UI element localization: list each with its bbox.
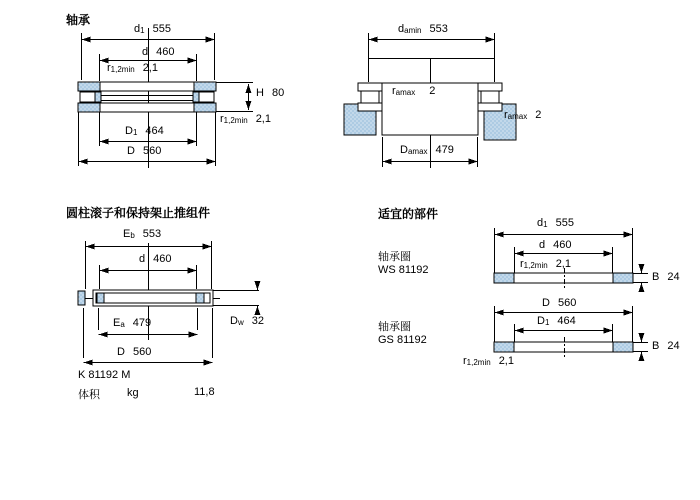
assembly-section-title: 圆柱滚子和保持架止推组件 bbox=[66, 206, 211, 220]
washer-ws-label: 轴承圈 bbox=[378, 251, 411, 263]
dim-label-D: D 560 bbox=[127, 145, 162, 157]
washer-ws-drawing bbox=[494, 228, 648, 291]
dim-label-H: H 80 bbox=[256, 87, 285, 99]
mass-unit: kg bbox=[127, 387, 139, 399]
dim-label-Dw: D w 32 bbox=[230, 315, 264, 327]
dim-label-gs-D1: D 1 464 bbox=[537, 315, 576, 327]
dim-label-assembly-D: D 560 bbox=[117, 346, 152, 358]
washer-ws-designation: WS 81192 bbox=[378, 264, 429, 276]
washer-gs-label: 轴承圈 bbox=[378, 321, 411, 333]
dim-label-ws-d: d 460 bbox=[539, 239, 572, 251]
dim-label-damin: d amin 553 bbox=[398, 23, 448, 35]
washer-gs-designation: GS 81192 bbox=[378, 334, 427, 346]
dim-label-ws-r12min: r 1,2min 2,1 bbox=[520, 258, 571, 270]
dim-label-gs-r12min: r 1,2min 2,1 bbox=[463, 355, 514, 367]
dim-label-Damax: D amax 479 bbox=[400, 144, 454, 156]
dim-label-gs-B: B 24 bbox=[652, 340, 680, 352]
dim-label-ws-B: B 24 bbox=[652, 271, 680, 283]
bearing-section-title: 轴承 bbox=[66, 13, 91, 27]
dim-label-d1: d 1 555 bbox=[134, 23, 171, 35]
dim-label-r12min-top: r 1,2min 2,1 bbox=[107, 62, 158, 74]
dim-label-gs-D: D 560 bbox=[542, 297, 577, 309]
dim-label-assembly-d: d 460 bbox=[139, 253, 172, 265]
mass-value: 11,8 bbox=[194, 386, 215, 398]
dim-label-D1: D 1 464 bbox=[125, 125, 164, 137]
dim-label-Eb: E b 553 bbox=[123, 228, 162, 240]
assembly-designation: K 81192 M bbox=[78, 369, 131, 381]
dim-label-ramax-side: r amax 2 bbox=[504, 109, 542, 121]
mass-label: 体积 bbox=[78, 389, 100, 401]
dim-label-d: d 460 bbox=[142, 46, 175, 58]
dim-label-ramax-inner: r amax 2 bbox=[392, 85, 436, 97]
dim-label-ws-d1: d 1 555 bbox=[537, 217, 574, 229]
dim-label-Ea: E a 479 bbox=[113, 317, 152, 329]
components-section-title: 适宜的部件 bbox=[378, 207, 439, 221]
dim-label-r12min-side: r 1,2min 2,1 bbox=[220, 113, 271, 125]
